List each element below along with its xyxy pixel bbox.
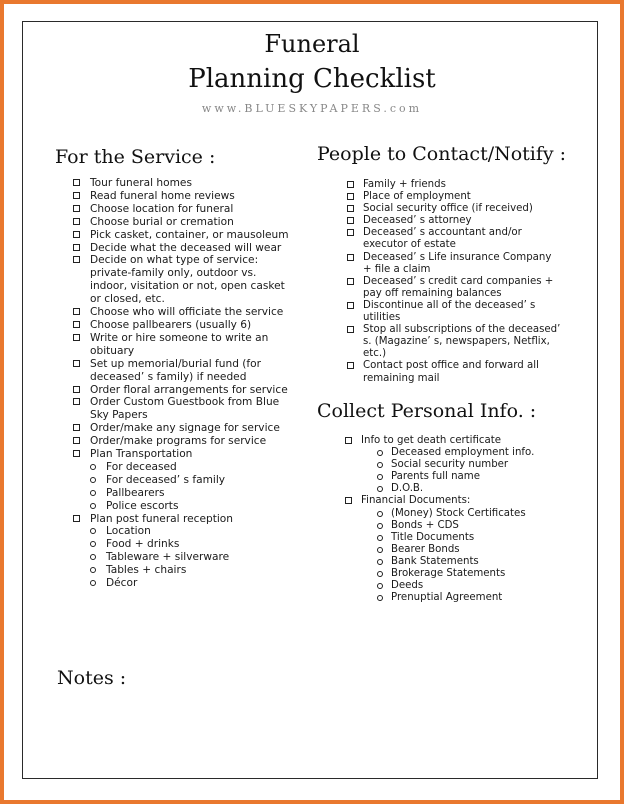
checkbox-icon[interactable] <box>347 229 354 236</box>
checkbox-icon[interactable] <box>73 205 80 212</box>
personal-sub-item-label: Parents full name <box>391 471 480 483</box>
bullet-circle-icon <box>90 490 96 496</box>
personal-item <box>345 495 560 507</box>
service-item-label: Plan Transportation <box>90 448 193 461</box>
bullet-circle-icon <box>90 477 96 483</box>
personal-sub-item <box>345 532 560 544</box>
contacts-item <box>347 215 562 227</box>
bullet-circle-icon <box>377 486 383 492</box>
checkbox-icon[interactable] <box>73 308 80 315</box>
checkbox-icon[interactable] <box>347 205 354 212</box>
checkbox-icon[interactable] <box>73 179 80 186</box>
service-item-label: Order/make any signage for service <box>90 422 280 435</box>
service-item-label: Decide what the deceased will wear <box>90 241 282 254</box>
service-sub-item <box>73 551 293 564</box>
checkbox-icon[interactable] <box>73 450 80 457</box>
checkbox-icon[interactable] <box>347 181 354 188</box>
service-sub-item <box>73 500 293 513</box>
service-item <box>73 448 293 461</box>
notes-heading: Notes : <box>57 667 127 689</box>
bullet-circle-icon <box>377 462 383 468</box>
service-sub-item-label: Tableware + silverware <box>106 551 230 564</box>
service-item-label: Read funeral home reviews <box>90 189 235 202</box>
service-item <box>73 332 293 358</box>
service-item-label: Choose burial or cremation <box>90 215 234 228</box>
service-item <box>73 190 293 203</box>
bullet-circle-icon <box>377 595 383 601</box>
contacts-heading: People to Contact/Notify : <box>317 143 567 165</box>
contacts-item-label: Stop all subscriptions of the deceased’ s. (Magazine’ s, newspapers, Netflix, etc.) <box>363 324 561 360</box>
service-item-label: Decide on what type of service: private-family only, outdoor vs. indoor, visitation or not, open casket or closed, etc. <box>90 254 285 306</box>
personal-sub-item-label: Brokerage Statements <box>391 568 506 580</box>
service-item <box>73 229 293 242</box>
service-item-label: Choose location for funeral <box>90 202 234 215</box>
personal-sub-item <box>345 592 560 604</box>
contacts-item-label: Place of employment <box>363 191 471 203</box>
checkbox-icon[interactable] <box>73 360 80 367</box>
title-line-1: Funeral <box>264 30 360 58</box>
bullet-circle-icon <box>377 535 383 541</box>
contacts-item-label: Discontinue all of the deceased’ s utilities <box>363 299 536 324</box>
service-sub-item-label: Pallbearers <box>106 486 165 499</box>
service-item <box>73 358 293 384</box>
checkbox-icon[interactable] <box>73 515 80 522</box>
checkbox-icon[interactable] <box>73 244 80 251</box>
bullet-circle-icon <box>377 474 383 480</box>
contacts-item-label: Deceased’ s accountant and/or executor of estate <box>363 227 522 251</box>
checkbox-icon[interactable] <box>73 192 80 199</box>
contacts-checklist <box>347 179 562 385</box>
service-item-label: Choose pallbearers (usually 6) <box>90 318 252 331</box>
bullet-circle-icon <box>90 528 96 534</box>
bullet-circle-icon <box>377 559 383 565</box>
checkbox-icon[interactable] <box>73 424 80 431</box>
personal-item-label: Financial Documents: <box>361 495 471 507</box>
service-item-label: Order/make programs for service <box>90 435 267 448</box>
service-item-label: Write or hire someone to write an obituary <box>90 331 269 357</box>
service-sub-item <box>73 487 293 500</box>
personal-item-label: Info to get death certificate <box>361 435 502 446</box>
service-item <box>73 384 293 397</box>
bullet-circle-icon <box>377 547 383 553</box>
personal-sub-item-label: Prenuptial Agreement <box>391 592 503 604</box>
service-item <box>73 422 293 435</box>
personal-sub-item <box>345 520 560 532</box>
service-sub-item <box>73 525 293 538</box>
service-sub-item <box>73 564 293 577</box>
personal-sub-item <box>345 447 560 459</box>
bullet-circle-icon <box>90 554 96 560</box>
bullet-circle-icon <box>90 541 96 547</box>
bullet-circle-icon <box>377 583 383 589</box>
contacts-item <box>347 324 562 360</box>
service-item <box>73 435 293 448</box>
service-sub-item-label: For deceased’ s family <box>106 473 226 486</box>
checkbox-icon[interactable] <box>73 398 80 405</box>
service-sub-item-label: Tables + chairs <box>106 564 187 577</box>
personal-sub-item-label: Bearer Bonds <box>391 543 460 555</box>
personal-sub-item <box>345 580 560 592</box>
personal-sub-item-label: Social security number <box>391 459 509 471</box>
contacts-item-label: Family + friends <box>363 179 446 190</box>
contacts-item <box>347 252 562 276</box>
service-item <box>73 177 293 190</box>
bullet-circle-icon <box>90 567 96 573</box>
bullet-circle-icon <box>377 571 383 577</box>
bullet-circle-icon <box>90 580 96 586</box>
service-sub-item-label: For deceased <box>106 460 177 473</box>
contacts-item <box>347 360 562 384</box>
bullet-circle-icon <box>377 511 383 517</box>
service-item <box>73 396 293 422</box>
service-item-label: Set up memorial/burial fund (for deceased’ s family) if needed <box>90 357 262 383</box>
service-item-label: Tour funeral homes <box>90 177 192 189</box>
contacts-item <box>347 227 562 251</box>
title-line-2: Planning Checklist <box>188 64 436 94</box>
personal-sub-item-label: Deceased employment info. <box>391 447 535 459</box>
service-sub-item <box>73 538 293 551</box>
personal-sub-item-label: Deeds <box>391 580 424 592</box>
personal-sub-item <box>345 483 560 495</box>
checkbox-icon[interactable] <box>347 362 354 369</box>
checkbox-icon[interactable] <box>347 193 354 200</box>
contacts-item-label: Deceased’ s credit card companies + pay off remaining balances <box>363 275 554 299</box>
service-item <box>73 242 293 255</box>
bullet-circle-icon <box>377 523 383 529</box>
service-item <box>73 203 293 216</box>
contacts-item <box>347 179 562 191</box>
personal-sub-item <box>345 544 560 556</box>
service-item-label: Choose who will officiate the service <box>90 306 284 319</box>
contacts-item <box>347 300 562 324</box>
personal-info-checklist <box>345 435 560 604</box>
checkbox-icon[interactable] <box>73 256 80 263</box>
checkbox-icon[interactable] <box>73 437 80 444</box>
checkbox-icon[interactable] <box>345 497 352 504</box>
website-url: www.BLUESKYPAPERS.com <box>201 102 423 115</box>
personal-sub-item-label: Bank Statements <box>391 555 479 567</box>
service-sub-item-label: Décor <box>106 577 138 590</box>
service-heading: For the Service : <box>55 146 216 168</box>
service-item <box>73 254 293 306</box>
service-item <box>73 216 293 229</box>
service-item-label: Plan post funeral reception <box>90 512 233 525</box>
checkbox-icon[interactable] <box>73 231 80 238</box>
personal-sub-item <box>345 471 560 483</box>
checkbox-icon[interactable] <box>345 437 352 444</box>
service-sub-item-label: Police escorts <box>106 499 179 512</box>
checkbox-icon[interactable] <box>347 302 354 309</box>
personal-sub-item-label: Title Documents <box>391 531 475 543</box>
personal-item <box>345 435 560 447</box>
checkbox-icon[interactable] <box>347 217 354 224</box>
checkbox-icon[interactable] <box>347 278 354 285</box>
checkbox-icon[interactable] <box>73 218 80 225</box>
bullet-circle-icon <box>90 503 96 509</box>
service-sub-item-label: Location <box>106 525 151 538</box>
checkbox-icon[interactable] <box>73 334 80 341</box>
personal-sub-item <box>345 508 560 520</box>
service-sub-item <box>73 577 293 590</box>
bullet-circle-icon <box>377 450 383 456</box>
service-sub-item <box>73 461 293 474</box>
checkbox-icon[interactable] <box>73 386 80 393</box>
checkbox-icon[interactable] <box>347 326 354 333</box>
personal-sub-item <box>345 556 560 568</box>
contacts-item-label: Deceased’ s attorney <box>363 215 472 227</box>
service-item <box>73 513 293 526</box>
personal-sub-item-label: D.O.B. <box>391 483 424 495</box>
service-item-label: Order floral arrangements for service <box>90 383 288 396</box>
checkbox-icon[interactable] <box>347 254 354 261</box>
checkbox-icon[interactable] <box>73 321 80 328</box>
contacts-item <box>347 276 562 300</box>
personal-sub-item-label: Bonds + CDS <box>391 519 459 531</box>
personal-sub-item <box>345 459 560 471</box>
contacts-item-label: Social security office (if received) <box>363 203 533 215</box>
service-item <box>73 319 293 332</box>
personal-sub-item <box>345 568 560 580</box>
contacts-item <box>347 191 562 203</box>
service-item <box>73 306 293 319</box>
contacts-item <box>347 203 562 215</box>
contacts-item-label: Contact post office and forward all remaining mail <box>363 360 539 384</box>
service-checklist <box>73 177 293 590</box>
service-sub-item-label: Food + drinks <box>106 538 180 551</box>
service-item-label: Pick casket, container, or mausoleum <box>90 228 289 241</box>
personal-info-heading: Collect Personal Info. : <box>317 400 537 422</box>
bullet-circle-icon <box>90 464 96 470</box>
service-item-label: Order Custom Guestbook from Blue Sky Papers <box>90 396 280 422</box>
service-sub-item <box>73 474 293 487</box>
personal-sub-item-label: (Money) Stock Certificates <box>391 507 526 519</box>
contacts-item-label: Deceased’ s Life insurance Company + file a claim <box>363 251 552 275</box>
